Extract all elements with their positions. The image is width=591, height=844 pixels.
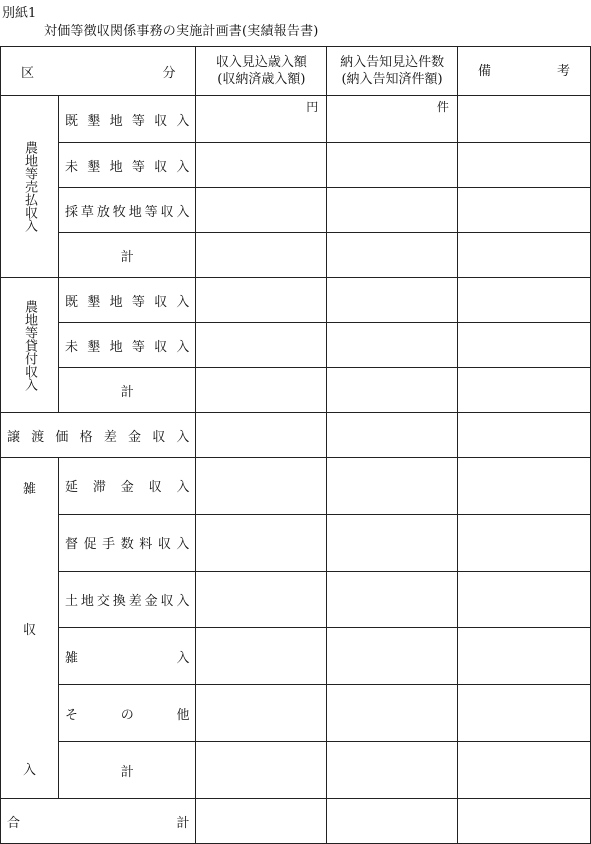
header-revenue-estimate: 収入見込歳入額 (収納済歳入額) bbox=[196, 47, 327, 96]
value-cell bbox=[327, 233, 458, 278]
table-row bbox=[1, 685, 591, 742]
group-label-lease: 農地等貸付収入 bbox=[1, 278, 59, 413]
row-label: 雑 入 bbox=[59, 628, 196, 685]
value-cell bbox=[196, 742, 327, 799]
row-label: 督 促 手 数 料 収 入 bbox=[59, 514, 196, 571]
row-label: 未 墾 地 等 収 入 bbox=[59, 323, 196, 368]
table-row bbox=[1, 458, 591, 515]
row-label: そ の 他 bbox=[59, 685, 196, 742]
value-cell bbox=[327, 514, 458, 571]
value-cell bbox=[327, 799, 458, 844]
remarks-cell bbox=[457, 368, 590, 413]
table-row bbox=[1, 571, 591, 628]
value-cell bbox=[196, 233, 327, 278]
row-label: 延 滞 金 収 入 bbox=[59, 458, 196, 515]
table-row bbox=[1, 188, 591, 233]
remarks-cell bbox=[457, 571, 590, 628]
table-row bbox=[1, 742, 591, 799]
value-cell bbox=[327, 143, 458, 188]
value-cell bbox=[196, 685, 327, 742]
remarks-cell bbox=[457, 458, 590, 515]
header-row bbox=[1, 47, 591, 96]
value-cell bbox=[327, 188, 458, 233]
value-cell bbox=[196, 278, 327, 323]
attachment-label: 別紙1 bbox=[2, 6, 37, 21]
value-cell bbox=[196, 799, 327, 844]
value-cell bbox=[327, 742, 458, 799]
row-label-transfer: 譲 渡 価 格 差 金 収 入 bbox=[1, 413, 196, 458]
remarks-cell bbox=[457, 685, 590, 742]
value-cell bbox=[196, 458, 327, 515]
table-row bbox=[1, 628, 591, 685]
remarks-cell bbox=[457, 413, 590, 458]
row-label: 既 墾 地 等 収 入 bbox=[59, 278, 196, 323]
remarks-cell bbox=[457, 799, 590, 844]
value-cell bbox=[196, 188, 327, 233]
value-cell bbox=[196, 514, 327, 571]
row-label: 未 墾 地 等 収 入 bbox=[59, 143, 196, 188]
remarks-cell bbox=[457, 96, 590, 143]
table-row bbox=[1, 143, 591, 188]
group-label-sales: 農地等売払収入 bbox=[1, 96, 59, 278]
document-title: 対価等徴収関係事務の実施計画書(実績報告書) bbox=[44, 24, 319, 39]
remarks-cell bbox=[457, 323, 590, 368]
value-cell bbox=[327, 413, 458, 458]
row-label: 既 墾 地 等 収 入 bbox=[59, 96, 196, 143]
remarks-cell bbox=[457, 278, 590, 323]
grand-total-label: 合 計 bbox=[1, 799, 196, 844]
value-cell bbox=[196, 323, 327, 368]
value-cell bbox=[327, 368, 458, 413]
subtotal-label: 計 bbox=[59, 742, 196, 799]
table-row bbox=[1, 323, 591, 368]
value-cell bbox=[327, 458, 458, 515]
remarks-cell bbox=[457, 233, 590, 278]
value-cell bbox=[196, 571, 327, 628]
table-row bbox=[1, 514, 591, 571]
value-cell bbox=[196, 143, 327, 188]
value-cell bbox=[196, 413, 327, 458]
table-row bbox=[1, 368, 591, 413]
header-category: 区 分 bbox=[1, 47, 196, 96]
remarks-cell bbox=[457, 188, 590, 233]
table-row bbox=[1, 278, 591, 323]
value-cell bbox=[196, 368, 327, 413]
table-row bbox=[1, 413, 591, 458]
header-notice-count: 納入告知見込件数 (納入告知済件額) bbox=[327, 47, 458, 96]
table-row bbox=[1, 799, 591, 844]
header-remarks: 備 考 bbox=[457, 47, 590, 96]
remarks-cell bbox=[457, 514, 590, 571]
value-cell bbox=[327, 323, 458, 368]
plan-table bbox=[0, 46, 591, 844]
remarks-cell bbox=[457, 742, 590, 799]
table-row bbox=[1, 96, 591, 143]
value-cell bbox=[327, 628, 458, 685]
count-unit: 件 bbox=[327, 96, 458, 143]
subtotal-label: 計 bbox=[59, 368, 196, 413]
table-row bbox=[1, 233, 591, 278]
row-label: 採 草 放 牧 地 等 収 入 bbox=[59, 188, 196, 233]
remarks-cell bbox=[457, 628, 590, 685]
value-cell bbox=[327, 278, 458, 323]
value-cell bbox=[196, 628, 327, 685]
row-label: 土 地 交 換 差 金 収 入 bbox=[59, 571, 196, 628]
group-label-misc: 雑 収 入 bbox=[1, 458, 59, 799]
value-cell bbox=[327, 685, 458, 742]
remarks-cell bbox=[457, 143, 590, 188]
value-cell bbox=[327, 571, 458, 628]
subtotal-label: 計 bbox=[59, 233, 196, 278]
yen-unit: 円 bbox=[196, 96, 327, 143]
